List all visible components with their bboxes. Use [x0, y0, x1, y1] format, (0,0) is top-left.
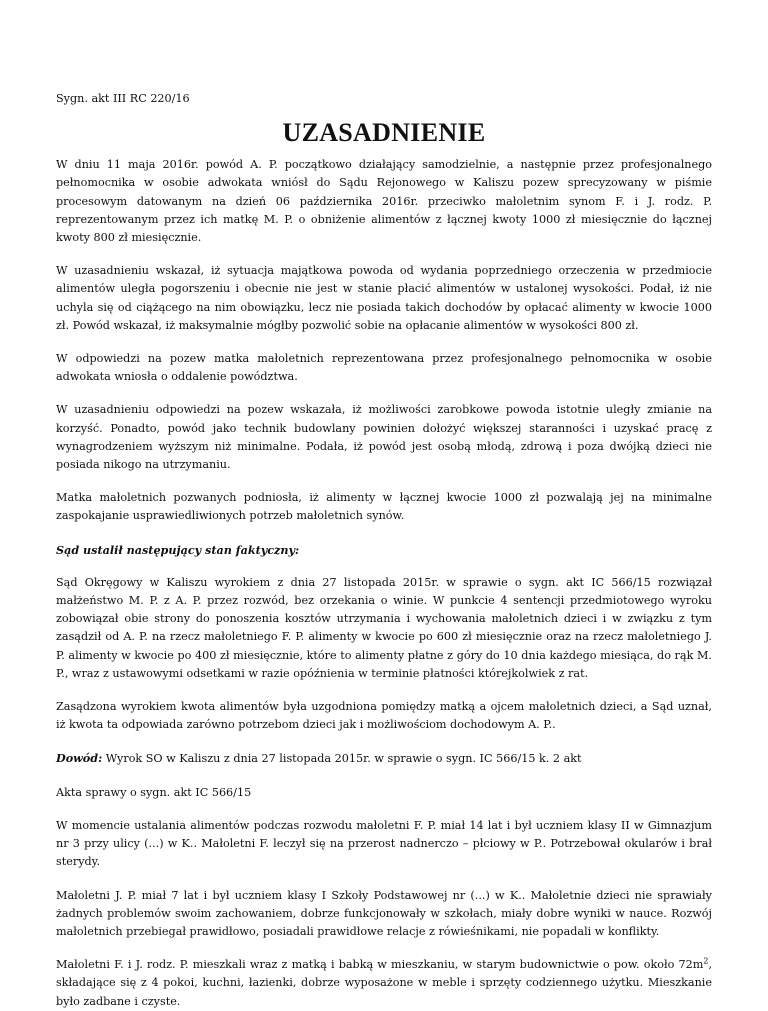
- paragraph-housing: [56, 956, 712, 1011]
- paragraph-agreed-amount: Zasądzona wyrokiem kwota alimentów była uzgodniona pomiędzy matką a ojcem małoletnich dzieci, a Sąd uznał, iż kwota ta odpowiada zarówno potrzebom dzieci jak i możliwościom dochodowym A. P..: [56, 700, 712, 732]
- housing-text-b: , składające się z 4 pokoi, kuchni, łazienki, dobrze wyposażone w meble i sprzęty codziennego użytku. Mieszkanie było zadbane i czyste.: [56, 958, 712, 1008]
- superscript-2: 2: [703, 956, 709, 966]
- paragraph-divorce-judgment: Sąd Okręgowy w Kaliszu wyrokiem z dnia 27 listopada 2015r. w sprawie o sygn. akt IC 566/15 rozwiązał małżeństwo M. P. z A. P. przez rozwód, bez orzekania o winie. W punkcie 4 sentencji przedmiotowego wyroku zobowiązał obie strony do ponoszenia kosztów utrzymania i wychowania małoletnich dzieci i w związku z tym zasądził od A. P. na rzecz małoletniego F. P. alimenty w kwocie po 600 zł miesięcznie oraz na rzecz małoletniego J. P. alimenty w kwocie po 400 zł miesięcznie, które to alimenty płatne z góry do 10 dnia każdego miesiąca, do rąk M. P., wraz z ustawowymi odsetkami w razie opóźnienia w terminie płatności którejkolwiek z rat.: [56, 575, 712, 680]
- document-title: UZASADNIENIE: [282, 118, 486, 148]
- section-heading-facts: Sąd ustalił następujący stan faktyczny:: [56, 542, 300, 557]
- case-signature: Sygn. akt III RC 220/16: [56, 92, 190, 105]
- paragraph-response-justification: W uzasadnieniu odpowiedzi na pozew wskazała, iż możliwości zarobkowe powoda istotnie uległy zmianie na korzyść. Ponadto, powód jako technik budowlany powinien dołożyć większej staranności i uzyskać pracę z wynagrodzeniem wyższym niż minimalne. Podała, iż powód jest osobą młodą, zdrową i poza dwójką dzieci nie posiada nikogo na utrzymaniu.: [56, 403, 712, 472]
- paragraph-mother-statement: Matka małoletnich pozwanych podniosła, iż alimenty w łącznej kwocie 1000 zł pozwalają jej na minimalne zaspokajanie usprawiedliwionych potrzeb małoletnich synów.: [56, 491, 712, 523]
- evidence-text: Wyrok SO w Kaliszu z dnia 27 listopada 2015r. w sprawie o sygn. IC 566/15 k. 2 akt: [102, 752, 582, 766]
- paragraph-response: W odpowiedzi na pozew matka małoletnich reprezentowana przez profesjonalnego pełnomocnika w osobie adwokata wniosła o oddalenie powództwa.: [56, 352, 712, 384]
- evidence-line: [56, 749, 712, 768]
- paragraph-claim: W dniu 11 maja 2016r. powód A. P. początkowo działający samodzielnie, a następnie przez profesjonalnego pełnomocnika w osobie adwokata wniósł do Sądu Rejonowego w Kaliszu pozew sprecyzowany w piśmie procesowym datowanym na dzień 06 października 2016r. przeciwko małoletnim synom F. i J. rodz. P. reprezentowanym przez ich matkę M. P. o obniżenie alimentów z łącznej kwoty 1000 zł miesięcznie do łącznej kwoty 800 zł miesięcznie.: [56, 158, 712, 245]
- paragraph-son-j: Małoletni J. P. miał 7 lat i był uczniem klasy I Szkoły Podstawowej nr (...) w K.. Małoletnie dzieci nie sprawiały żadnych problemów swoim zachowaniem, dobrze funkcjonowały w szkołach, miały dobre wyniki w nauce. Rozwój małoletnich przebiegał prawidłowo, posiadali prawidłowe relacje z rówieśnikami, nie popadali w konflikty.: [56, 888, 712, 938]
- evidence-label: Dowód:: [56, 751, 103, 766]
- case-files-line: Akta sprawy o sygn. akt IC 566/15: [56, 785, 252, 799]
- paragraph-claim-justification: W uzasadnieniu wskazał, iż sytuacja majątkowa powoda od wydania poprzedniego orzeczenia w przedmiocie alimentów uległa pogorszeniu i obecnie nie jest w stanie płacić alimentów w ustalonej wysokości. Podał, iż nie uchyla się od ciążącego na nim obowiązku, lecz nie posiada takich dochodów by opłacać alimenty w kwocie 1000 zł. Powód wskazał, iż maksymalnie mógłby pozwolić sobie na opłacanie alimentów w wysokości 800 zł.: [56, 264, 712, 332]
- housing-text-a: Małoletni F. i J. rodz. P. mieszkali wraz z matką i babką w mieszkaniu, w starym budownictwie o pow. około 72m: [56, 958, 704, 972]
- paragraph-son-f: W momencie ustalania alimentów podczas rozwodu małoletni F. P. miał 14 lat i był uczniem klasy II w Gimnazjum nr 3 przy ulicy (...) w K.. Małoletni F. leczył się na przerost nadnerczo – płciowy w P.. Potrzebował okularów i brał sterydy.: [56, 818, 712, 869]
